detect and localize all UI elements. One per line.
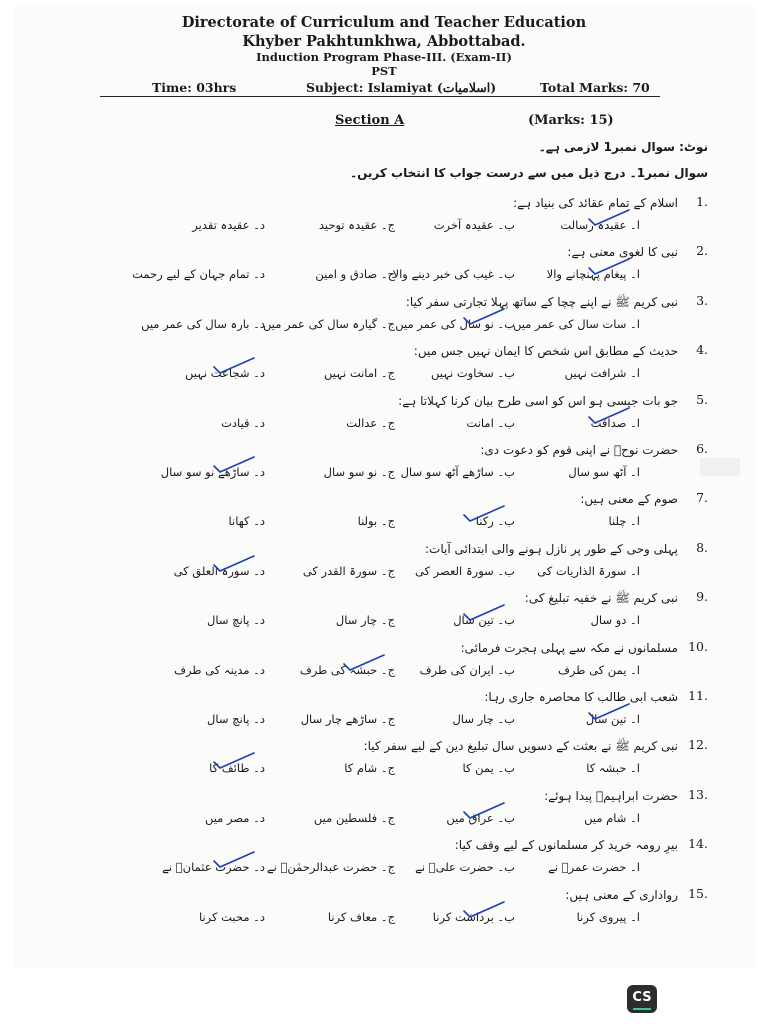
question-text: جو بات جیسی ہو اس کو اسی طرح بیان کرنا کہلاتا ہے: xyxy=(398,393,678,408)
program-title: Induction Program Phase-III. (Exam-II) xyxy=(256,50,512,64)
option-d: د۔ پانچ سال xyxy=(207,613,265,628)
question-number: 10. xyxy=(688,638,708,654)
option-b: ب۔ تین سال xyxy=(453,613,515,628)
option-c: ج۔ صادق و امین xyxy=(315,267,395,282)
option-d: د۔ قیادت xyxy=(221,415,265,430)
option-d: د۔ تمام جہان کے لیے رحمت xyxy=(132,267,265,282)
option-c: ج۔ چار سال xyxy=(335,613,395,628)
option-b: ب۔ برداشت کرنا xyxy=(432,909,515,924)
option-c: ج۔ امانت نہیں xyxy=(324,366,395,381)
option-b: ب۔ نو سال کی عمر میں xyxy=(395,316,515,331)
option-d: د۔ سورۃ العلق کی xyxy=(173,563,265,578)
option-a: ا۔ عقیدہ رسالت xyxy=(560,218,640,232)
question-number: 4. xyxy=(696,342,708,358)
answer-tick-icon xyxy=(210,749,258,771)
answer-tick-icon xyxy=(585,404,633,426)
question-text: بیرِ رومہ خرید کر مسلمانوں کے لیے وقف کیا: xyxy=(454,838,678,853)
question-number: 9. xyxy=(696,589,708,605)
option-c: ج۔ معاف کرنا xyxy=(327,909,395,924)
question-text: حضرت ابراہیمؑ پیدا ہوئے: xyxy=(544,788,678,803)
question-text: حضرت نوحؑ نے اپنی قوم کو دعوت دی: xyxy=(480,443,678,457)
question-text: نبی کا لغوی معنی ہے: xyxy=(567,245,678,260)
program-level: PST xyxy=(371,64,397,78)
question-number: 7. xyxy=(696,490,708,506)
question-text: رواداری کے معنی ہیں: xyxy=(565,887,678,902)
question-number: 13. xyxy=(688,786,708,802)
option-a: ا۔ سورۃ الذاریات کی xyxy=(537,563,640,578)
option-b: ب۔ یمن کا xyxy=(462,761,515,776)
option-a: ا۔ سات سال کی عمر میں xyxy=(513,316,640,331)
option-b: ب۔ چار سال xyxy=(452,712,515,726)
question-text: حدیث کے مطابق اس شخص کا ایمان نہیں جس میں: xyxy=(413,344,678,359)
instruction-text: سوال نمبر1۔ درج ذیل میں سے درست جواب کا انتخاب کریں۔ xyxy=(350,166,708,180)
question-text: نبی کریم ﷺ نے خفیہ تبلیغ کی: xyxy=(524,591,678,606)
option-d: د۔ پانچ سال xyxy=(207,712,265,726)
section-title: Section A xyxy=(335,113,405,128)
option-d: د۔ کھانا xyxy=(228,514,265,529)
answer-tick-icon xyxy=(340,651,388,673)
answer-tick-icon xyxy=(460,305,508,327)
answer-tick-icon xyxy=(585,700,633,722)
option-b: ب۔ سورۃ العصر کی xyxy=(414,563,515,578)
note-text: نوٹ: سوال نمبر1 لازمی ہے۔ xyxy=(538,140,708,154)
answer-tick-icon xyxy=(210,848,258,870)
option-d: د۔ مدینہ کی طرف xyxy=(174,662,265,677)
question-text: اسلام کے تمام عقائد کی بنیاد ہے: xyxy=(513,196,678,210)
exam-meta-line xyxy=(100,80,660,97)
question-number: 2. xyxy=(696,243,708,259)
option-c: ج۔ بولنا xyxy=(357,514,395,529)
option-b: ب۔ عراق میں xyxy=(446,810,515,825)
question-number: 12. xyxy=(688,737,708,753)
question-text: مسلمانوں نے مکہ سے پہلی ہجرت فرمائی: xyxy=(460,640,678,655)
option-d: د۔ محبت کرنا xyxy=(198,909,265,924)
option-d: د۔ عقیدہ تقدیر xyxy=(192,218,265,232)
option-a: ا۔ حضرت عمرؓ نے xyxy=(548,860,640,875)
option-a: ا۔ دو سال xyxy=(590,613,640,628)
answer-tick-icon xyxy=(460,799,508,821)
option-c: ج۔ نو سو سال xyxy=(323,465,395,479)
directorate-location: Khyber Pakhtunkhwa, Abbottabad. xyxy=(242,33,526,50)
option-b: ب۔ سخاوت نہیں xyxy=(431,366,515,381)
option-b: ب۔ ایران کی طرف xyxy=(419,662,515,677)
scan-smudge xyxy=(700,458,740,476)
option-c: ج۔ ساڑھے چار سال xyxy=(300,712,395,726)
option-d: د۔ شجاعت نہیں xyxy=(184,366,265,381)
option-d: د۔ ساڑھے نو سو سال xyxy=(160,465,265,479)
question-number: 8. xyxy=(696,539,708,555)
answer-tick-icon xyxy=(460,898,508,920)
option-c: ج۔ شام کا xyxy=(344,761,395,776)
option-c: ج۔ عدالت xyxy=(346,415,395,430)
option-b: ب۔ رکنا xyxy=(475,514,515,529)
answer-tick-icon xyxy=(585,206,633,228)
option-c: ج۔ گیارہ سال کی عمر میں xyxy=(263,316,395,331)
option-c: ج۔ فلسطین میں xyxy=(313,810,395,825)
option-b: ب۔ امانت xyxy=(466,415,515,430)
option-c: ج۔ سورۃ القدر کی xyxy=(302,563,395,578)
option-d: د۔ مصر میں xyxy=(204,810,265,825)
option-b: ب۔ غیب کی خبر دینے والا xyxy=(392,267,515,282)
question-number: 6. xyxy=(696,441,708,456)
question-text: شعب ابی طالب کا محاصرہ جاری رہا: xyxy=(484,690,678,704)
option-a: ا۔ پیروی کرنا xyxy=(576,909,640,924)
option-a: ا۔ حبشہ کا xyxy=(586,761,640,776)
option-a: ا۔ آٹھ سو سال xyxy=(568,465,640,479)
option-a: ا۔ شام میں xyxy=(584,810,640,825)
answer-tick-icon xyxy=(210,354,258,376)
option-d: د۔ حضرت عثمانؓ نے xyxy=(162,860,265,875)
answer-tick-icon xyxy=(210,552,258,574)
question-text: نبی کریم ﷺ نے اپنے چچا کے ساتھ پہلا تجارتی سفر کیا: xyxy=(405,294,678,309)
exam-total-marks: Total Marks: 70 xyxy=(540,80,650,95)
option-c: ج۔ حضرت عبدالرحمٰنؓ نے xyxy=(266,860,395,875)
exam-time: Time: 03hrs xyxy=(152,80,237,95)
exam-subject: Subject: Islamiyat (اسلامیات) xyxy=(306,80,497,95)
question-number: 1. xyxy=(696,194,708,209)
option-b: ب۔ حضرت علیؓ نے xyxy=(415,860,515,875)
question-number: 14. xyxy=(688,836,708,852)
option-b: ب۔ ساڑھے آٹھ سو سال xyxy=(400,465,515,479)
question-text: صوم کے معنی ہیں: xyxy=(580,492,678,507)
option-a: ا۔ صداقت xyxy=(590,415,640,430)
option-a: ا۔ تین سال xyxy=(585,712,640,726)
question-text: پہلی وحی کے طور پر نازل ہونے والی ابتدائی آیات: xyxy=(425,541,678,556)
option-c: ج۔ حبشہ کی طرف xyxy=(299,662,395,677)
answer-tick-icon xyxy=(460,601,508,623)
section-marks: (Marks: 15) xyxy=(528,113,614,128)
option-d: د۔ بارہ سال کی عمر میں xyxy=(141,316,265,331)
option-b: ب۔ عقیدہ آخرت xyxy=(433,218,515,232)
option-a: ا۔ چلنا xyxy=(608,514,640,529)
answer-tick-icon xyxy=(210,453,258,475)
option-a: ا۔ شرافت نہیں xyxy=(564,366,640,381)
question-number: 3. xyxy=(696,292,708,308)
question-number: 5. xyxy=(696,391,708,407)
question-number: 15. xyxy=(688,885,708,901)
option-c: ج۔ عقیدہ توحید xyxy=(318,218,395,232)
option-a: ا۔ یمن کی طرف xyxy=(558,662,640,677)
camscanner-logo: CS xyxy=(627,985,657,1013)
question-text: نبی کریم ﷺ نے بعثت کے دسویں سال تبلیغ دین کے لیے سفر کیا: xyxy=(363,739,678,754)
question-number: 11. xyxy=(688,688,708,703)
option-d: د۔ طائف کا xyxy=(209,761,265,776)
answer-tick-icon xyxy=(460,502,508,524)
option-a: ا۔ پیغام پہنچانے والا xyxy=(546,267,640,282)
directorate-title: Directorate of Curriculum and Teacher Education xyxy=(181,14,587,31)
answer-tick-icon xyxy=(585,255,633,277)
